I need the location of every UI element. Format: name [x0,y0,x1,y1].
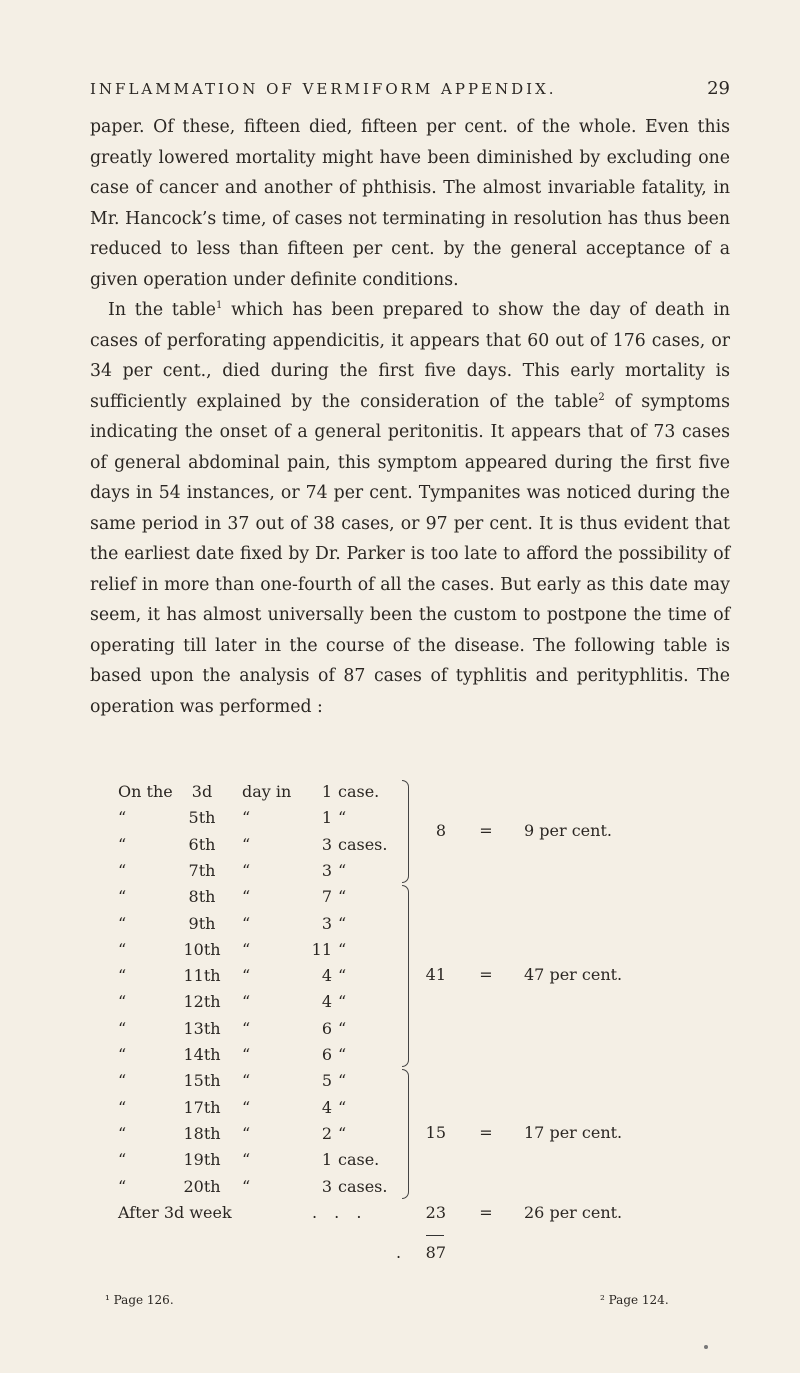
cell-word: “ [242,913,251,933]
cell-count: 11 [311,939,332,959]
cell-day: 11th [183,966,221,986]
cell-day: 6th [188,834,216,854]
footnote-ref-2: 2 [598,391,605,403]
cell-day: 7th [188,860,216,880]
group-equals: = [479,820,493,840]
cell-unit: case. [338,1150,380,1170]
group-brace [402,885,409,1067]
cell-prefix: “ [118,1150,127,1170]
cell-word: “ [242,992,251,1012]
header-title: INFLAMMATION OF VERMIFORM APPENDIX. [90,80,557,98]
group-equals: = [479,1202,493,1222]
cell-word: “ [242,860,251,880]
total-rule [426,1235,444,1236]
cell-word: “ [242,834,251,854]
body-text [90,112,730,722]
cell-unit: “ [338,1071,347,1091]
cell-day: 18th [183,1123,221,1143]
cell-word: day in [242,782,292,801]
cell-prefix: “ [118,992,127,1012]
group-total: 15 [425,1123,446,1143]
group-percent: 9 per cent. [524,820,612,840]
cell-prefix: “ [118,1123,127,1143]
cell-unit: “ [338,860,347,880]
after-week-dots: . . . [312,1202,368,1222]
cell-unit: “ [338,808,347,828]
cell-day: 13th [183,1018,221,1038]
cell-word: “ [242,1045,251,1064]
cell-unit: “ [338,939,347,959]
cell-day: 9th [188,913,216,933]
group-percent: 17 per cent. [524,1123,623,1143]
paragraph-2-text-a: In the table [108,300,216,320]
cell-prefix: “ [118,913,127,933]
cell-unit: “ [338,1045,347,1064]
page-number: 29 [707,78,730,99]
cell-word: “ [242,1150,251,1170]
cell-unit: “ [338,887,347,907]
cell-count: 3 [321,1176,332,1196]
cell-prefix: “ [118,834,127,854]
paragraph-2 [90,295,730,722]
cell-word: “ [242,966,251,986]
cell-word: “ [242,887,251,907]
cell-word: “ [242,1123,251,1143]
cell-count: 1 [321,808,332,828]
cell-unit: cases. [338,834,388,854]
footnote-2: ² Page 124. [600,1293,669,1307]
cell-count: 6 [321,1045,332,1064]
cell-unit: “ [338,966,347,986]
paragraph-1-text: paper. Of these, fifteen died, fifteen per cent. of the whole. Even this greatly lowered mortality might have been diminished by excluding one case of cancer and another of phthisis. The almost invariable fatality, in Mr. Hancock’s time, of cases not terminating in resolution has thus been reduced to less than fifteen per cent. by the general acceptance of a given operation under definite conditions. [90,117,730,290]
group-equals: = [479,1123,493,1143]
cell-count: 4 [321,1097,332,1117]
cell-word: “ [242,939,251,959]
cell-count: 7 [321,887,332,907]
cell-unit: “ [338,1123,347,1143]
after-week-label: After 3d week [118,1202,232,1222]
cell-prefix: “ [118,860,127,880]
cell-prefix: “ [118,1018,127,1038]
group-total: 41 [425,965,446,985]
running-header [90,80,730,98]
cell-word: “ [242,1071,251,1091]
footnote-1: ¹ Page 126. [105,1293,174,1307]
cell-count: 5 [321,1071,332,1091]
cell-count: 1 [321,782,332,801]
cell-day: 20th [183,1176,221,1196]
group-brace [402,1069,409,1199]
cell-day: 12th [183,992,221,1012]
group-total: 23 [425,1202,446,1222]
group-total: 8 [435,820,446,840]
cell-day: 10th [183,939,221,959]
cell-day: 8th [188,887,216,907]
paragraph-2-text-c: of symptoms indicating the onset of a general peritonitis. It appears that of 73 cases of general abdominal pain, this symptom appeared during the first five days in 54 instances, or 74 per cent. Tympanites was noticed during the same period in 37 out of 38 cases, or 97 per cent. It is thus evident that the earliest date fixed by Dr. Parker is too late to afford the possibility of relief in more than one-fourth of all the cases. But early as this date may seem, it has almost universally been the custom to postpone the time of operating till later in the course of the disease. The following table is based upon the analysis of 87 cases of typhlitis and perityphlitis. The operation was performed : [90,391,730,717]
cell-unit: “ [338,1018,347,1038]
cell-day: 3d [191,782,213,801]
cell-prefix: “ [118,939,127,959]
cell-word: “ [242,1176,251,1196]
cell-count: 3 [321,860,332,880]
cell-count: 1 [321,1150,332,1170]
cell-prefix: “ [118,1097,127,1117]
ink-speck [704,1345,708,1349]
group-percent: 26 per cent. [524,1202,623,1222]
cell-prefix: On the [118,782,173,801]
cell-unit: “ [338,992,347,1012]
cell-count: 2 [321,1123,332,1143]
cell-unit: “ [338,913,347,933]
group-brace [402,780,409,883]
cell-prefix: “ [118,1045,127,1064]
cell-day: 15th [183,1071,221,1091]
cell-word: “ [242,1018,251,1038]
cell-day: 14th [183,1045,221,1064]
cell-unit: cases. [338,1176,388,1196]
cell-word: “ [242,1097,251,1117]
grand-total-dot: . [396,1242,402,1262]
cell-count: 3 [321,834,332,854]
cell-prefix: “ [118,966,127,986]
cell-count: 3 [321,913,332,933]
cell-day: 17th [183,1097,221,1117]
cell-count: 4 [321,966,332,986]
grand-total: 87 [425,1242,446,1262]
cell-day: 5th [188,808,216,828]
cell-unit: “ [338,1097,347,1117]
footnote-ref-1: 1 [215,300,223,312]
paragraph-1 [90,112,730,295]
cell-prefix: “ [118,887,127,907]
cell-prefix: “ [118,1071,127,1091]
group-equals: = [479,965,493,985]
cell-day: 19th [183,1150,221,1170]
cell-prefix: “ [118,1176,127,1196]
group-percent: 47 per cent. [524,965,623,985]
cell-prefix: “ [118,808,127,828]
cell-unit: case. [338,782,380,801]
cell-count: 6 [321,1018,332,1038]
cell-count: 4 [321,992,332,1012]
cell-word: “ [242,808,251,828]
paragraph-2-text-b: which has been prepared to show the day of death in cases of perforating appendicitis, it appears that 60 out of 176 cases, or 34 per cent., died during the first five days. This early mortality is sufficiently explained by the consideration of the table [90,300,730,412]
